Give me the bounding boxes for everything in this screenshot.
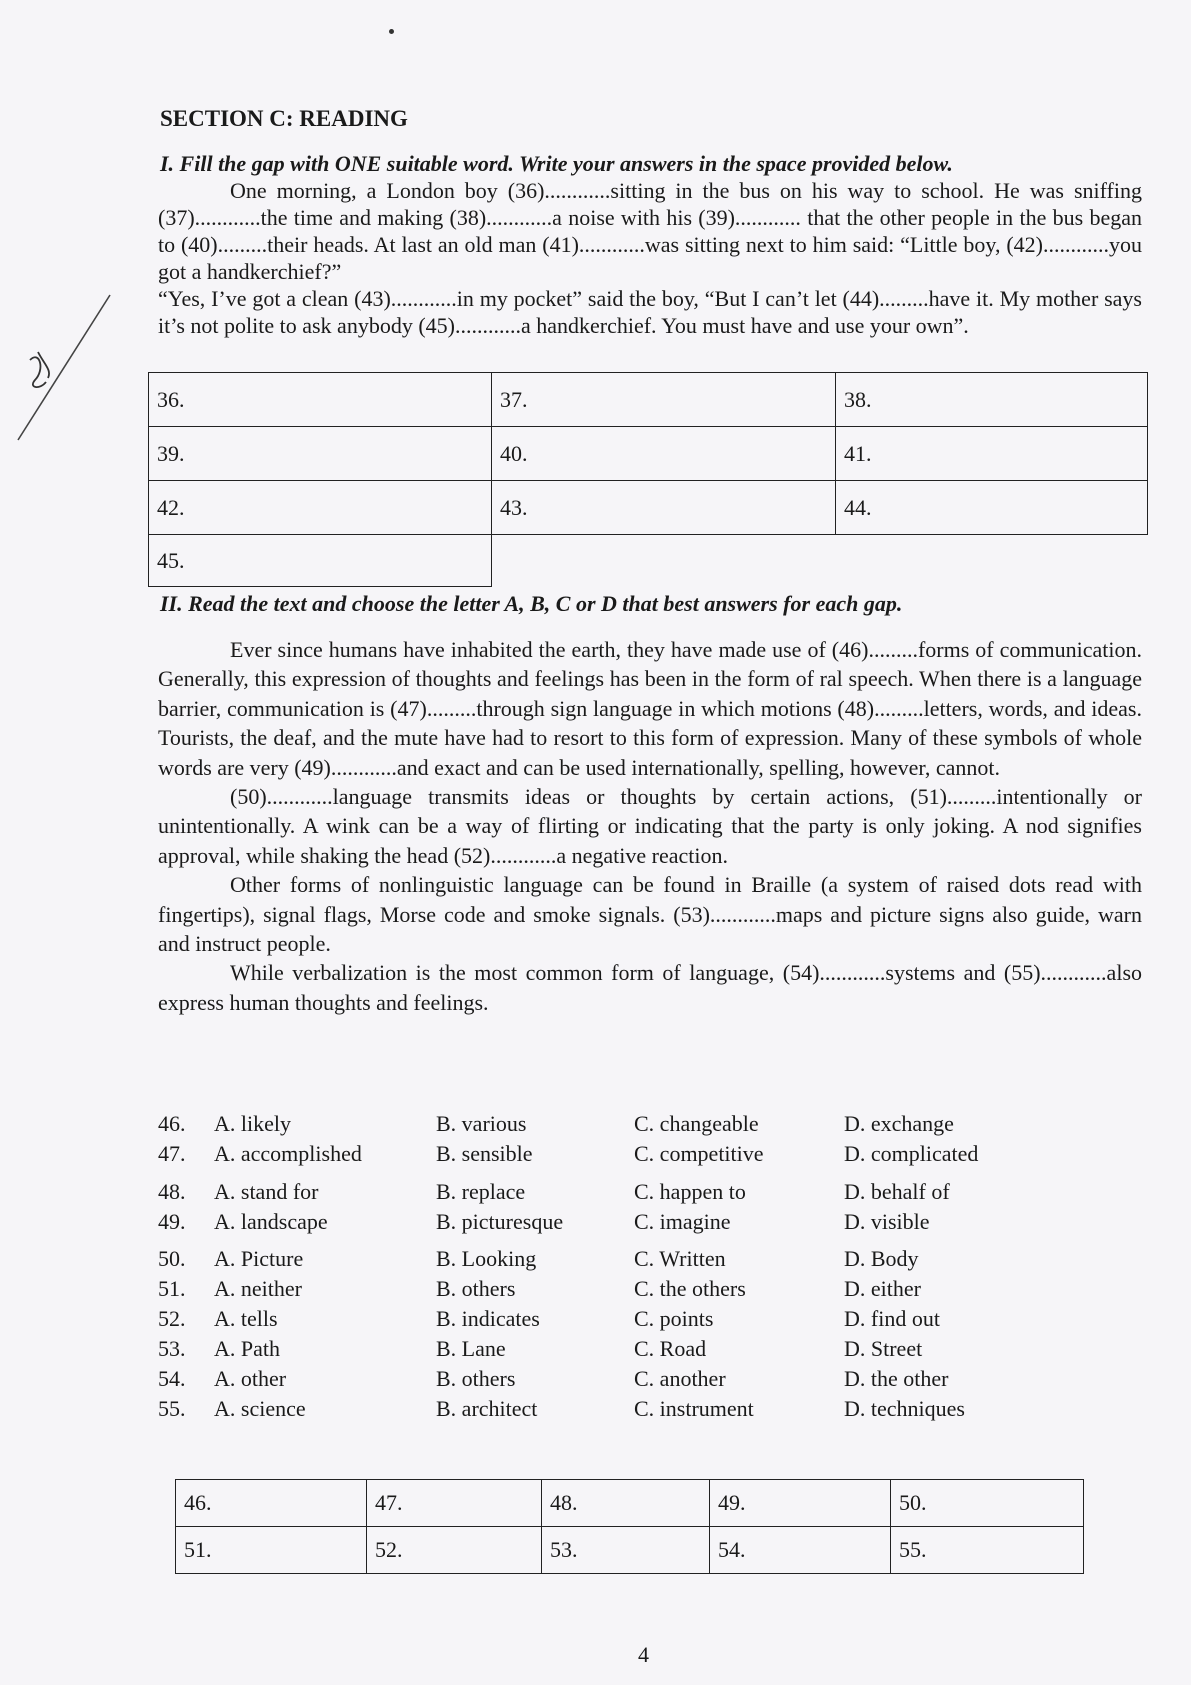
option-b[interactable]: B. Lane (436, 1336, 506, 1361)
part1-passage (158, 177, 1142, 339)
part2-paragraph: (50)............language transmits ideas or thoughts by certain actions, (51).........intentionally or unintentionally. A wink can be a way of flirting or indicating that the party is only joking. A nod signifies approval, while shaking the head (52)............a negative reaction. (158, 784, 1142, 868)
answer-cell[interactable]: 45. (149, 535, 492, 587)
option-row (158, 1209, 1058, 1246)
option-a[interactable]: A. neither (214, 1276, 302, 1301)
part2-paragraph: Other forms of nonlinguistic language can be found in Braille (a system of raised dots read with fingertips), signal flags, Morse code and smoke signals. (53)............maps and picture signs also guide, warn and instruct people. (158, 872, 1142, 957)
option-row (158, 1366, 1058, 1396)
option-a[interactable]: A. stand for (214, 1179, 319, 1204)
part2-instruction: II. Read the text and choose the letter A, B, C or D that best answers for each gap. (160, 591, 903, 616)
part1-instruction: I. Fill the gap with ONE suitable word. Write your answers in the space provided below. (160, 151, 953, 176)
answer-cell[interactable]: 54. (710, 1527, 891, 1574)
option-c[interactable]: C. points (634, 1306, 714, 1331)
option-b[interactable]: B. Looking (436, 1246, 537, 1271)
option-a[interactable]: A. other (214, 1366, 287, 1391)
option-c[interactable]: C. happen to (634, 1179, 746, 1204)
option-b[interactable]: B. others (436, 1276, 516, 1301)
option-d[interactable]: D. exchange (844, 1111, 954, 1136)
option-row (158, 1336, 1058, 1366)
question-number: 55. (158, 1396, 186, 1421)
option-d[interactable]: D. techniques (844, 1396, 965, 1421)
part1-answer-table (148, 372, 1148, 587)
option-b[interactable]: B. picturesque (436, 1209, 564, 1234)
answer-cell[interactable]: 43. (492, 481, 836, 535)
question-number: 47. (158, 1141, 186, 1166)
answer-cell[interactable]: 52. (367, 1527, 542, 1574)
option-row (158, 1179, 1058, 1209)
option-b[interactable]: B. sensible (436, 1141, 533, 1166)
answer-cell[interactable]: 46. (176, 1480, 367, 1527)
option-c[interactable]: C. changeable (634, 1111, 759, 1136)
answer-cell[interactable]: 49. (710, 1480, 891, 1527)
option-row (158, 1246, 1058, 1276)
answer-cell[interactable]: 51. (176, 1527, 367, 1574)
answer-cell[interactable]: 50. (891, 1480, 1084, 1527)
option-c[interactable]: C. competitive (634, 1141, 764, 1166)
answer-cell[interactable]: 55. (891, 1527, 1084, 1574)
option-a[interactable]: A. tells (214, 1306, 278, 1331)
option-c[interactable]: C. instrument (634, 1396, 754, 1421)
page-number: 4 (638, 1642, 649, 1667)
option-d[interactable]: D. the other (844, 1366, 949, 1391)
option-c[interactable]: C. another (634, 1366, 726, 1391)
option-d[interactable]: D. either (844, 1276, 921, 1301)
option-a[interactable]: A. science (214, 1396, 306, 1421)
option-row (158, 1141, 1058, 1179)
answer-cell[interactable]: 42. (149, 481, 492, 535)
margin-handwriting-mark (10, 290, 120, 450)
option-a[interactable]: A. accomplished (214, 1141, 362, 1166)
options-list (158, 1111, 1058, 1426)
option-c[interactable]: C. Road (634, 1336, 707, 1361)
option-a[interactable]: A. landscape (214, 1209, 328, 1234)
answer-cell[interactable]: 44. (836, 481, 1148, 535)
ink-dot (389, 29, 394, 34)
option-d[interactable]: D. Body (844, 1246, 919, 1271)
option-d[interactable]: D. complicated (844, 1141, 979, 1166)
part1-paragraph: “Yes, I’ve got a clean (43)............in my pocket” said the boy, “But I can’t let (44).........have it. My mother says it’s not polite to ask anybody (45)............a handkerchief. You must have and use your own”. (158, 286, 1142, 338)
question-number: 46. (158, 1111, 186, 1136)
option-b[interactable]: B. others (436, 1366, 516, 1391)
option-row (158, 1111, 1058, 1141)
question-number: 53. (158, 1336, 186, 1361)
part2-answer-table (175, 1479, 1084, 1574)
option-b[interactable]: B. indicates (436, 1306, 540, 1331)
option-b[interactable]: B. architect (436, 1396, 538, 1421)
answer-cell[interactable]: 47. (367, 1480, 542, 1527)
option-row (158, 1306, 1058, 1336)
question-number: 52. (158, 1306, 186, 1331)
part2-paragraph: Ever since humans have inhabited the earth, they have made use of (46).........forms of communication. Generally, this expression of thoughts and feelings has been in the form of ral speech. When there is a language barrier, communication is (47).........through sign language in which motions (48).........letters, words, and ideas. Tourists, the deaf, and the mute have had to resort to this form of expression. Many of these symbols of whole words are very (49)............and exact and can be used internationally, spelling, however, cannot. (158, 637, 1142, 780)
question-number: 54. (158, 1366, 186, 1391)
answer-cell[interactable]: 41. (836, 427, 1148, 481)
question-number: 48. (158, 1179, 186, 1204)
answer-cell[interactable]: 36. (149, 373, 492, 427)
answer-cell[interactable]: 40. (492, 427, 836, 481)
option-c[interactable]: C. the others (634, 1276, 746, 1301)
answer-cell[interactable]: 39. (149, 427, 492, 481)
option-a[interactable]: A. Path (214, 1336, 280, 1361)
part1-paragraph: One morning, a London boy (36)............sitting in the bus on his way to school. He was sniffing (37)............the time and making (38)............a noise with his (39)............ that the other people in the bus began to (40).........their heads. At last an old man (41)............was sitting next to him said: “Little boy, (42)............you got a handkerchief?” (158, 178, 1142, 284)
option-a[interactable]: A. Picture (214, 1246, 304, 1271)
answer-cell[interactable]: 48. (542, 1480, 710, 1527)
option-b[interactable]: B. various (436, 1111, 527, 1136)
answer-cell[interactable]: 37. (492, 373, 836, 427)
option-c[interactable]: C. Written (634, 1246, 726, 1271)
section-title: SECTION C: READING (160, 106, 408, 131)
option-b[interactable]: B. replace (436, 1179, 526, 1204)
option-row (158, 1396, 1058, 1426)
question-number: 50. (158, 1246, 186, 1271)
option-a[interactable]: A. likely (214, 1111, 291, 1136)
question-number: 49. (158, 1209, 186, 1234)
answer-cell[interactable]: 53. (542, 1527, 710, 1574)
part2-passage (158, 635, 1142, 1017)
question-number: 51. (158, 1276, 186, 1301)
option-c[interactable]: C. imagine (634, 1209, 731, 1234)
option-row (158, 1276, 1058, 1306)
part2-paragraph: While verbalization is the most common form of language, (54)............systems and (55)............also express human thoughts and feelings. (158, 960, 1142, 1015)
option-d[interactable]: D. Street (844, 1336, 923, 1361)
option-d[interactable]: D. behalf of (844, 1179, 950, 1204)
answer-cell[interactable]: 38. (836, 373, 1148, 427)
option-d[interactable]: D. visible (844, 1209, 930, 1234)
option-d[interactable]: D. find out (844, 1306, 940, 1331)
